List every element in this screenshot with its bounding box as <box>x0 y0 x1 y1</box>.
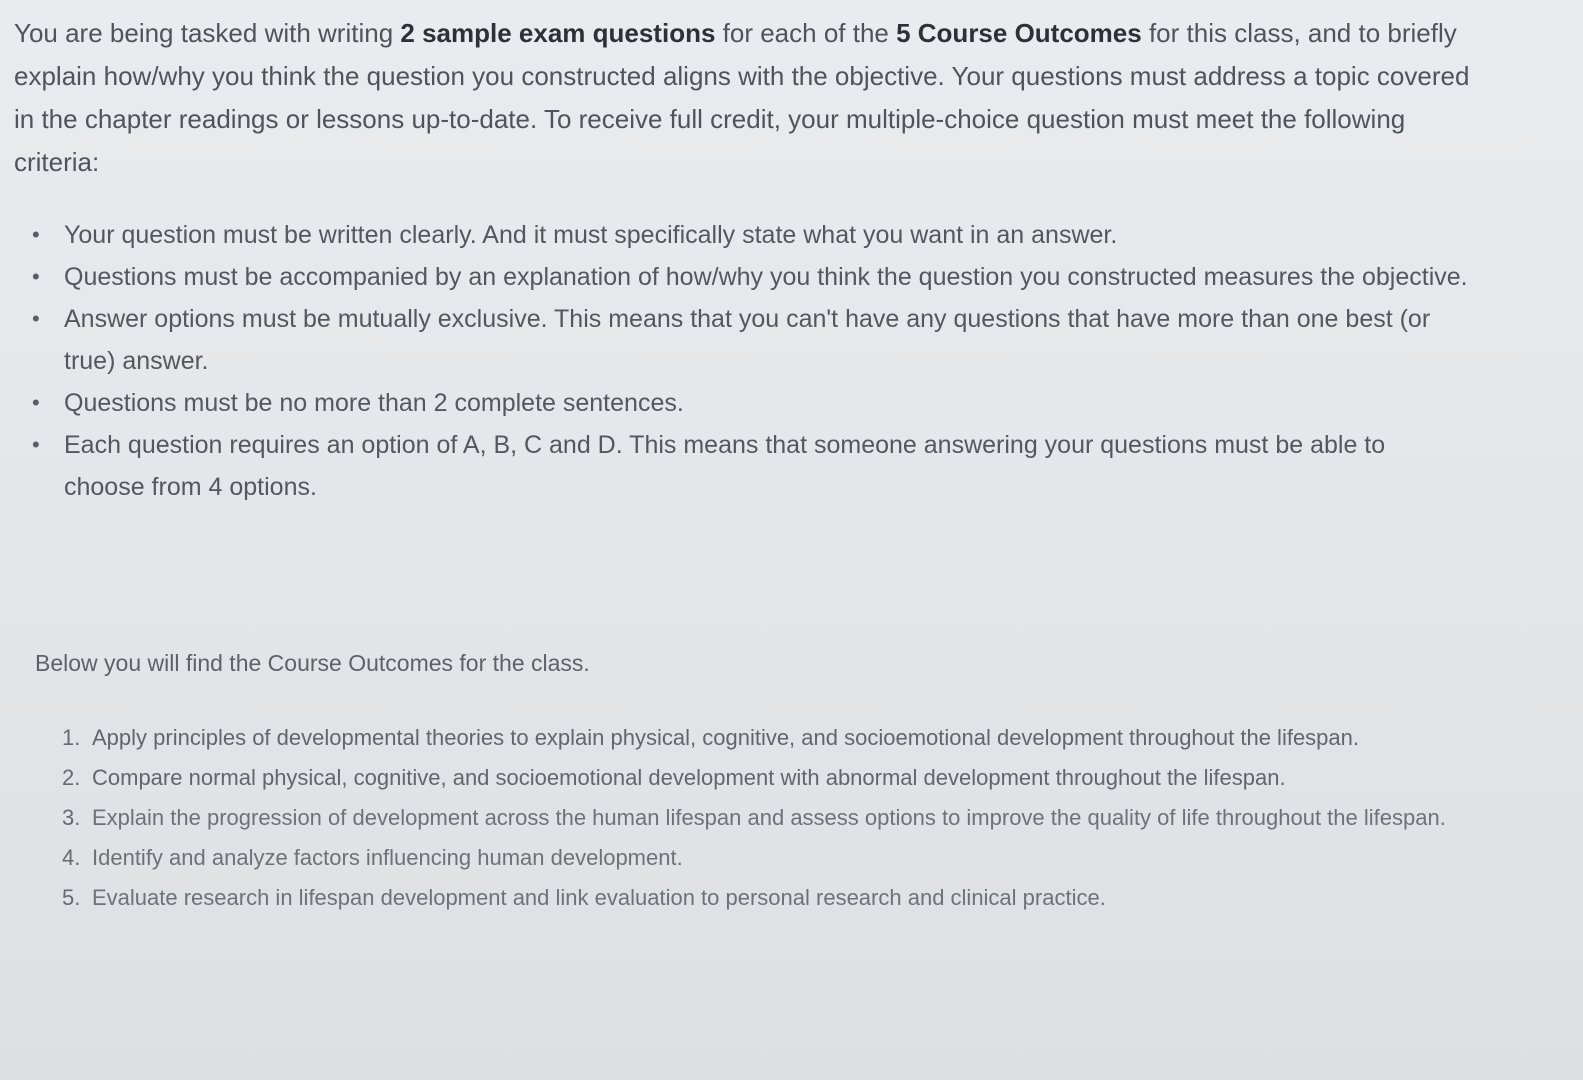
bullet-icon: • <box>32 306 40 331</box>
intro-text-3: for this class, and to briefly explain how/why you think the question you constructed aligns with the objective. Your questions must address a topic covered in the chapter readings or lessons up-to-date. To receive full credit, your multiple-choice question must meet the following criteria: <box>14 18 1470 177</box>
intro-paragraph <box>14 12 1494 184</box>
criteria-list <box>28 214 1468 508</box>
outcome-text: Identify and analyze factors influencing human development. <box>92 845 683 870</box>
intro-bold-outcomes: 5 Course Outcomes <box>896 18 1142 48</box>
outcome-text: Apply principles of developmental theories to explain physical, cognitive, and socioemotional development throughout the lifespan. <box>92 725 1359 750</box>
criteria-item <box>28 214 1468 256</box>
outcome-number: 1. <box>62 725 81 750</box>
criteria-text: Your question must be written clearly. And it must specifically state what you want in an answer. <box>64 221 1118 249</box>
outcomes-intro: Below you will find the Course Outcomes for the class. <box>35 650 590 676</box>
intro-text-2: for each of the <box>715 18 897 48</box>
outcome-item <box>62 758 1462 798</box>
bullet-icon: • <box>32 432 40 457</box>
bullet-icon: • <box>32 264 40 289</box>
criteria-text: Questions must be accompanied by an explanation of how/why you think the question you constructed measures the objective. <box>64 263 1468 291</box>
outcome-number: 4. <box>62 845 81 870</box>
outcome-number: 5. <box>62 885 81 910</box>
outcome-item <box>62 838 1462 878</box>
course-outcomes-list <box>62 718 1462 918</box>
outcome-number: 2. <box>62 765 81 790</box>
bullet-icon: • <box>32 390 40 415</box>
outcome-text: Explain the progression of development across the human lifespan and assess options to improve the quality of life throughout the lifespan. <box>92 805 1446 830</box>
bullet-icon: • <box>32 222 40 247</box>
intro-text-1: You are being tasked with writing <box>14 18 401 48</box>
outcome-item <box>62 718 1462 758</box>
intro-bold-questions: 2 sample exam questions <box>400 18 716 48</box>
outcome-text: Evaluate research in lifespan development and link evaluation to personal research and clinical practice. <box>92 885 1106 910</box>
criteria-text: Answer options must be mutually exclusive. This means that you can't have any questions that have more than one best (or true) answer. <box>64 305 1431 375</box>
criteria-text: Each question requires an option of A, B, C and D. This means that someone answering your questions must be able to choose from 4 options. <box>64 431 1386 501</box>
outcome-number: 3. <box>62 805 81 830</box>
outcome-item <box>62 878 1462 918</box>
criteria-item <box>28 256 1468 298</box>
criteria-item <box>28 382 1468 424</box>
criteria-text: Questions must be no more than 2 complete sentences. <box>64 389 684 417</box>
criteria-item <box>28 298 1468 382</box>
outcome-text: Compare normal physical, cognitive, and socioemotional development with abnormal development throughout the lifespan. <box>92 765 1286 790</box>
outcome-item <box>62 798 1462 838</box>
criteria-item <box>28 424 1468 508</box>
